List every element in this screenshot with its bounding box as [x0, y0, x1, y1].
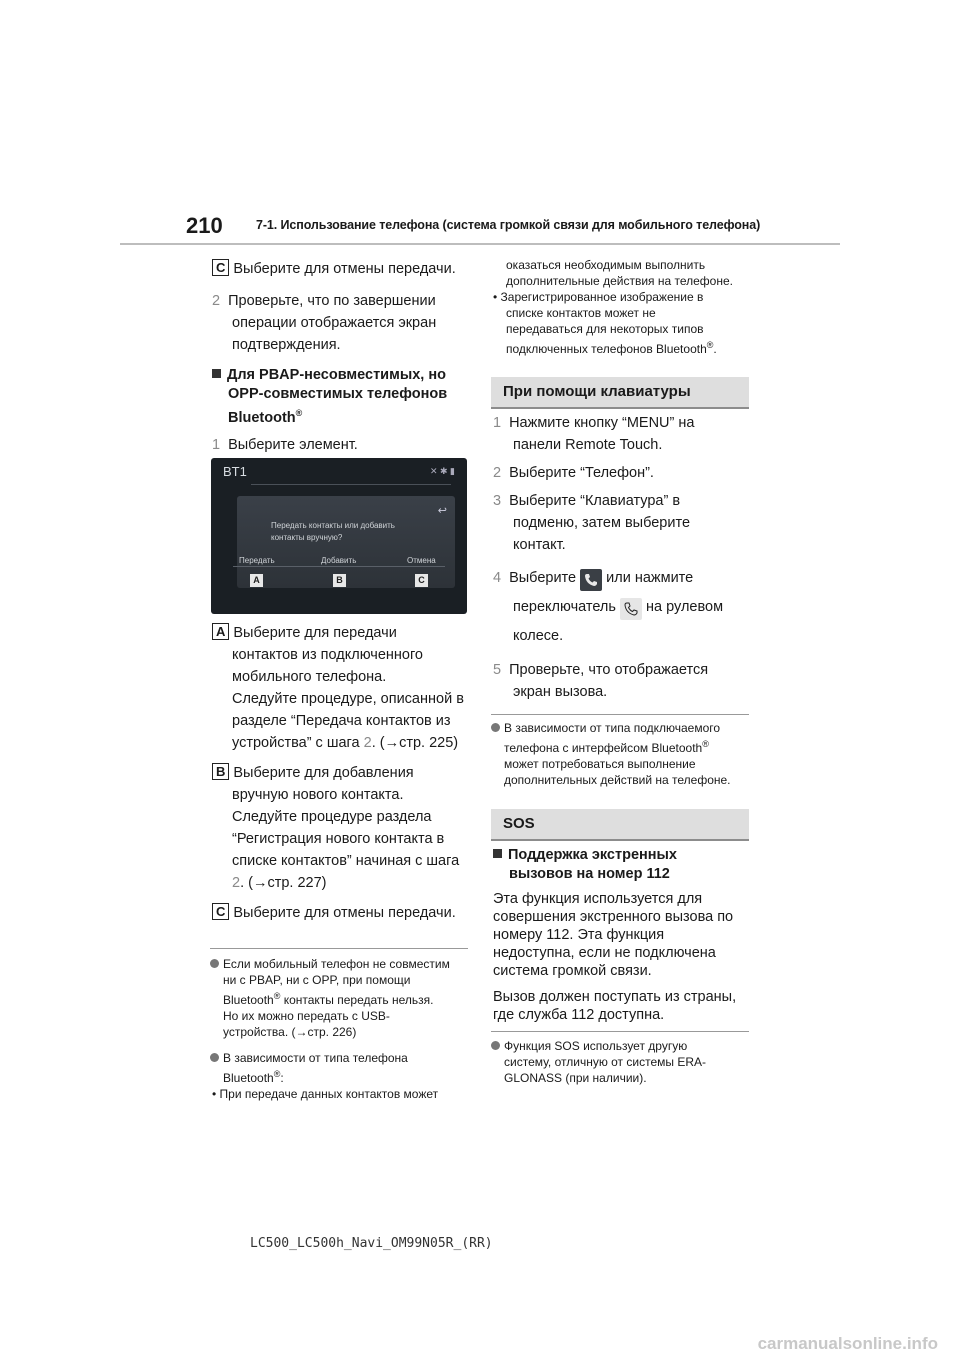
left-column-lower — [212, 622, 474, 924]
item-a: A Выберите для передачи контактов из подключенного мобильного телефона. Следуйте процедуре, описанной в разделе “Передача контактов из устройства” с шага 2. (→стр. 225) — [212, 622, 474, 754]
callout-b: B — [333, 574, 346, 587]
square-bullet-icon — [493, 849, 502, 858]
section-sos: SOS — [491, 809, 749, 841]
add-button[interactable]: Добавить — [321, 556, 357, 565]
transfer-dialog-screenshot — [211, 458, 467, 614]
callout-a: A — [250, 574, 263, 587]
back-icon[interactable]: ↩ — [437, 505, 447, 517]
item-c: C Выберите для отмены передачи. — [212, 902, 474, 924]
transfer-button[interactable]: Передать — [239, 556, 275, 565]
left-notes-divider — [210, 948, 468, 949]
sos-paragraph-2: Вызов должен поступать из страны, где служба 112 доступна. — [493, 989, 737, 1023]
left-notes — [210, 956, 472, 1102]
section-keyboard: При помощи клавиатуры — [491, 377, 749, 409]
left-column — [212, 258, 474, 456]
key-label-b: B — [212, 763, 229, 780]
pbap-heading: Для PBAP-несовместимых, но OPP-совместимых телефонов Bluetooth® — [212, 366, 474, 428]
kb-step-3: 3 Выберите “Клавиатура” в подменю, затем выберите контакт. — [493, 493, 691, 553]
keyboard-steps — [493, 412, 755, 703]
item-b: B Выберите для добавления вручную нового контакта. Следуйте процедуре раздела “Регистрация нового контакта в списке контактов” начиная с шага 2. (→стр. 227) — [212, 762, 474, 894]
note-bullet-icon — [210, 1053, 219, 1062]
header-divider — [120, 243, 840, 245]
step-2: 2 Проверьте, что по завершении операции отображается экран подтверждения. — [212, 293, 437, 353]
right-notes-continued: оказаться необходимым выполнить дополнительные действия на телефоне. • Зарегистрированное изображение в списке контактов может не передаваться для некоторых типов подключенных телефонов Bluetooth®. — [493, 258, 733, 356]
callout-c: C — [415, 574, 428, 587]
step-1: 1 Выберите элемент. — [212, 436, 358, 453]
screen-divider — [251, 484, 451, 485]
watermark: carmanualsonline.info — [757, 1334, 938, 1353]
option-divider — [233, 566, 445, 567]
status-icons: ✕ ✱ ▮ — [429, 466, 455, 476]
sos-heading: Поддержка экстренных вызовов на номер 112 — [493, 846, 755, 884]
key-label-c2: C — [212, 903, 229, 920]
note-bullet-icon — [491, 723, 500, 732]
c-top-item: C Выберите для отмены передачи. — [212, 258, 474, 280]
note-2: В зависимости от типа телефона Bluetooth®: • При передаче данных контактов может — [212, 1051, 439, 1101]
right-notes-divider-2 — [491, 1031, 749, 1032]
screen-title: BT1 — [223, 464, 247, 479]
kb-step-5: 5 Проверьте, что отображается экран вызова. — [493, 662, 709, 700]
page-number: 210 — [186, 213, 223, 238]
square-bullet-icon — [212, 369, 221, 378]
key-label-c: C — [212, 259, 229, 276]
kb-step-4: 4 Выберите или нажмите переключатель на рулевом колесе. — [493, 570, 724, 644]
key-label-a: A — [212, 623, 229, 640]
note-4: Функция SOS использует другую систему, отличную от системы ERA- GLONASS (при наличии). — [491, 1038, 755, 1086]
note-bullet-icon — [210, 959, 219, 968]
chapter-title: 7-1. Использование телефона (система громкой связи для мобильного телефона) — [256, 218, 761, 232]
kb-step-1: 1 Нажмите кнопку “MENU” на панели Remote Touch. — [493, 415, 695, 453]
dialog-message: Передать контакты или добавить контакты вручную? — [271, 521, 395, 542]
steering-phone-switch-icon — [620, 598, 642, 620]
note-bullet-icon — [491, 1041, 500, 1050]
note-1: Если мобильный телефон не совместим ни с PBAP, ни с OPP, при помощи Bluetooth® контакты передать нельзя. Но их можно передать с USB- устройства. (→стр. 226) — [210, 956, 472, 1040]
note-3: В зависимости от типа подключаемого телефона с интерфейсом Bluetooth® может потребоваться выполнение дополнительных действий на телефоне. — [491, 720, 755, 788]
sos-content — [493, 846, 755, 1024]
right-notes-divider-1 — [491, 714, 749, 715]
sos-paragraph-1: Эта функция используется для совершения экстренного вызова по номеру 112. Эта функция недоступна, если не подключена система громкой связи. — [493, 891, 734, 979]
cancel-button[interactable]: Отмена — [407, 556, 436, 565]
kb-step-2: 2 Выберите “Телефон”. — [493, 465, 654, 481]
document-code: LC500_LC500h_Navi_OM99N05R_(RR) — [250, 1236, 493, 1251]
phone-call-icon — [580, 569, 602, 591]
